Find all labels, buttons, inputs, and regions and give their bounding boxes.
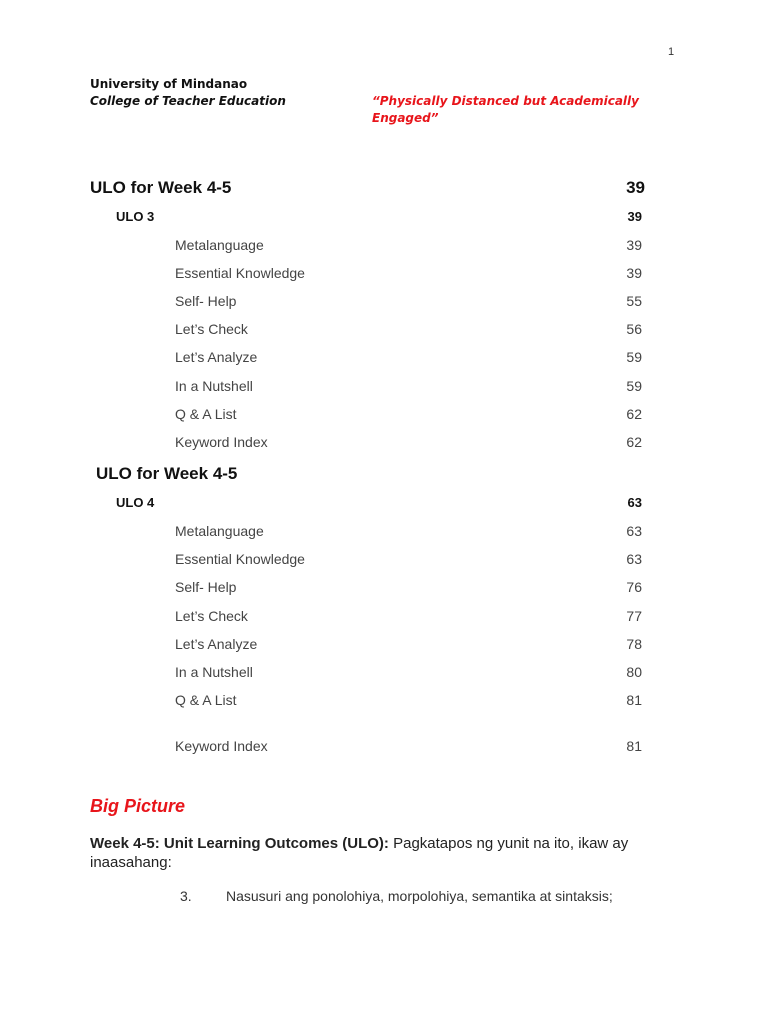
toc-item[interactable] xyxy=(0,349,768,371)
toc-page: 39 xyxy=(626,178,645,197)
toc-label: Let’s Analyze xyxy=(175,349,258,365)
university-name: University of Mindanao xyxy=(90,77,248,91)
toc-label: Essential Knowledge xyxy=(175,551,305,567)
toc-item[interactable] xyxy=(0,406,768,428)
toc-item[interactable] xyxy=(0,738,768,760)
toc-page: 59 xyxy=(626,349,642,365)
toc-item[interactable] xyxy=(0,237,768,259)
toc-page: 62 xyxy=(626,406,642,422)
learning-outcome xyxy=(180,888,613,904)
toc-label: ULO for Week 4-5 xyxy=(96,464,238,483)
motto: “Physically Distanced but Academically Engaged” xyxy=(372,94,639,125)
toc-page: 56 xyxy=(626,321,642,337)
toc-item[interactable] xyxy=(0,608,768,630)
toc-page: 81 xyxy=(626,692,642,708)
big-picture-heading: Big Picture xyxy=(90,796,186,816)
toc-label: Metalanguage xyxy=(175,237,264,253)
toc-item[interactable] xyxy=(0,378,768,400)
toc-page: 62 xyxy=(626,434,642,450)
outcome-text: Nasusuri ang ponolohiya, morpolohiya, semantika at sintaksis; xyxy=(226,888,613,904)
toc-page: 80 xyxy=(626,664,642,680)
toc-item[interactable] xyxy=(0,265,768,287)
toc-page: 63 xyxy=(627,495,642,510)
toc-item[interactable] xyxy=(0,636,768,658)
toc-label: Self- Help xyxy=(175,579,237,595)
ulo-paragraph xyxy=(90,834,660,872)
toc-label: Let’s Check xyxy=(175,321,248,337)
toc-item[interactable] xyxy=(0,434,768,456)
toc-item[interactable] xyxy=(0,664,768,686)
toc-page: 63 xyxy=(626,551,642,567)
toc-label: In a Nutshell xyxy=(175,378,253,394)
toc-ulo-heading[interactable] xyxy=(0,495,768,517)
toc-label: Metalanguage xyxy=(175,523,264,539)
toc-label: Essential Knowledge xyxy=(175,265,305,281)
toc-item[interactable] xyxy=(0,579,768,601)
toc-page: 39 xyxy=(626,237,642,253)
college-name: College of Teacher Education xyxy=(90,94,286,108)
toc-page: 78 xyxy=(626,636,642,652)
toc-item[interactable] xyxy=(0,523,768,545)
toc-week-heading[interactable] xyxy=(0,464,768,486)
outcome-number: 3. xyxy=(180,888,192,904)
toc-label: Keyword Index xyxy=(175,434,268,450)
ulo-label: Week 4-5: Unit Learning Outcomes (ULO): xyxy=(90,835,389,852)
toc-label: Let’s Analyze xyxy=(175,636,258,652)
toc-page: 76 xyxy=(626,579,642,595)
toc-label: Q & A List xyxy=(175,692,237,708)
header-row xyxy=(90,93,670,125)
toc-item[interactable] xyxy=(0,551,768,573)
toc-item[interactable] xyxy=(0,293,768,315)
toc-label: Keyword Index xyxy=(175,738,268,754)
toc-label: Self- Help xyxy=(175,293,237,309)
document-header xyxy=(90,76,670,125)
toc-label: Q & A List xyxy=(175,406,237,422)
toc-page: 81 xyxy=(626,738,642,754)
toc-ulo-heading[interactable] xyxy=(0,209,768,231)
toc-page: 59 xyxy=(626,378,642,394)
toc-page: 77 xyxy=(626,608,642,624)
toc-label: Let’s Check xyxy=(175,608,248,624)
toc-item[interactable] xyxy=(0,692,768,714)
toc-page: 55 xyxy=(626,293,642,309)
toc-page: 63 xyxy=(626,523,642,539)
toc-item[interactable] xyxy=(0,321,768,343)
toc-label: ULO 3 xyxy=(116,209,155,224)
toc-week-heading[interactable] xyxy=(0,178,768,200)
toc-page: 39 xyxy=(627,209,642,224)
page-number: 1 xyxy=(668,46,675,58)
toc-page: 39 xyxy=(626,265,642,281)
toc-label: ULO 4 xyxy=(116,495,155,510)
toc-label: ULO for Week 4-5 xyxy=(90,178,232,197)
ulo-text: Pagkatapos ng yunit na ito, ikaw ay inaasahang: xyxy=(90,835,629,871)
toc-label: In a Nutshell xyxy=(175,664,253,680)
